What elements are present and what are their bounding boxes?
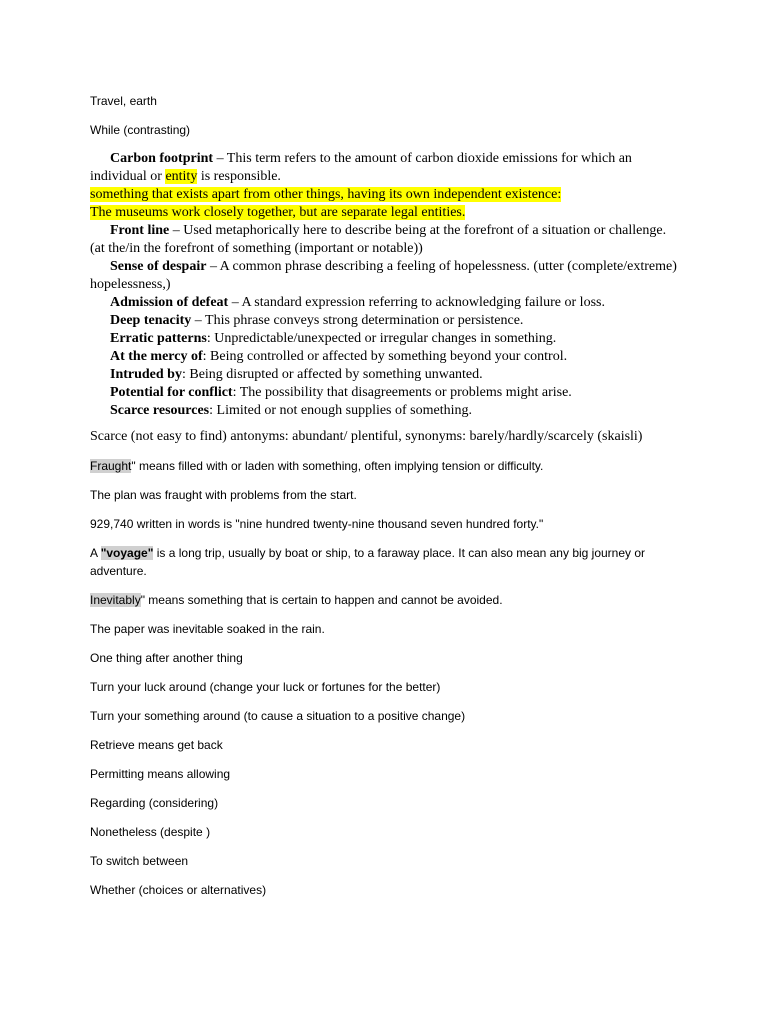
note-line: Permitting means allowing xyxy=(90,767,231,781)
vocab-def: – This term refers to the amount of carbon dioxide emissions for which an individual or xyxy=(90,151,632,184)
vocab-scarce-resources xyxy=(90,402,680,420)
inevitably-definition xyxy=(90,591,680,609)
note-line: Nonetheless (despite ) xyxy=(90,825,211,839)
vocab-term: Erratic patterns xyxy=(110,331,207,346)
vocab-def: – Used metaphorically here to describe being at the forefront of a situation or challenge.(at the/in the forefront of something (important or notable)) xyxy=(90,223,667,256)
fraught-definition xyxy=(90,457,680,475)
highlighted-text: something that exists apart from other things, having its own independent existence: xyxy=(90,187,562,202)
vocab-term: Carbon footprint xyxy=(110,151,214,166)
definition-text: is a long trip, usually by boat or ship, to a faraway place. It can also mean any big journey or adventure. xyxy=(90,546,646,578)
highlighted-text: The museums work closely together, but are separate legal entities. xyxy=(90,205,466,220)
highlighted-word-voyage: "voyage" xyxy=(100,546,154,560)
highlighted-word-entity: entity xyxy=(165,169,198,184)
vocab-term: Scarce resources xyxy=(110,403,210,418)
document-page xyxy=(90,92,680,910)
vocab-def: : Being controlled or affected by something beyond your control. xyxy=(202,349,568,364)
note-line: One thing after another thing xyxy=(90,651,243,665)
vocab-admission-of-defeat xyxy=(90,294,680,312)
intro-line-2: While (contrasting) xyxy=(90,123,191,137)
vocab-def: – A standard expression referring to acknowledging failure or loss. xyxy=(228,295,605,310)
vocab-def: – This phrase conveys strong determination or persistence. xyxy=(191,313,524,328)
vocab-def: : Unpredictable/unexpected or irregular changes in something. xyxy=(206,331,557,346)
vocab-intruded-by xyxy=(90,366,680,384)
note-line: Whether (choices or alternatives) xyxy=(90,883,267,897)
vocab-def: is responsible. xyxy=(197,169,281,184)
vocab-deep-tenacity xyxy=(90,312,680,330)
fraught-example: The plan was fraught with problems from the start. xyxy=(90,488,357,502)
vocab-erratic-patterns xyxy=(90,330,680,348)
vocab-term: Deep tenacity xyxy=(110,313,192,328)
definition-text: " means filled with or laden with something, often implying tension or difficulty. xyxy=(131,459,544,473)
highlighted-word-inevitably: Inevitably xyxy=(90,593,141,607)
highlighted-word-fraught: Fraught xyxy=(90,459,132,473)
note-line: The paper was inevitable soaked in the rain. xyxy=(90,622,325,636)
note-line: Retrieve means get back xyxy=(90,738,223,752)
vocab-sense-of-despair xyxy=(90,258,680,294)
entity-example xyxy=(90,204,680,222)
vocab-def: : Being disrupted or affected by something unwanted. xyxy=(181,367,483,382)
vocab-def: : Limited or not enough supplies of something. xyxy=(209,403,473,418)
vocabulary-list xyxy=(90,150,680,420)
vocab-carbon-footprint xyxy=(90,150,680,186)
vocab-term: Sense of despair xyxy=(110,259,207,274)
vocab-term: Potential for conflict xyxy=(110,385,233,400)
vocab-front-line xyxy=(90,222,680,258)
vocab-def: : The possibility that disagreements or problems might arise. xyxy=(232,385,572,400)
note-line: To switch between xyxy=(90,854,189,868)
definition-text: " means something that is certain to happen and cannot be avoided. xyxy=(140,593,503,607)
voyage-definition xyxy=(90,544,680,580)
note-line: Turn your luck around (change your luck or fortunes for the better) xyxy=(90,680,441,694)
intro-line-1: Travel, earth xyxy=(90,94,157,108)
vocab-potential-for-conflict xyxy=(90,384,680,402)
vocab-term: Admission of defeat xyxy=(110,295,229,310)
note-line: Regarding (considering) xyxy=(90,796,219,810)
vocab-def: – A common phrase describing a feeling of hopelessness. (utter (complete/extreme) hopelessness,) xyxy=(90,259,677,292)
vocab-term: At the mercy of xyxy=(110,349,203,364)
scarce-note: Scarce (not easy to find) antonyms: abundant/ plentiful, synonyms: barely/hardly/scarcely (skaisli) xyxy=(90,429,643,444)
note-line: Turn your something around (to cause a situation to a positive change) xyxy=(90,709,466,723)
entity-meaning xyxy=(90,186,680,204)
vocab-term: Intruded by xyxy=(110,367,182,382)
vocab-term: Front line xyxy=(110,223,170,238)
definition-text: A xyxy=(90,546,101,560)
vocab-at-the-mercy-of xyxy=(90,348,680,366)
number-words: 929,740 written in words is "nine hundred twenty-nine thousand seven hundred forty." xyxy=(90,517,544,531)
